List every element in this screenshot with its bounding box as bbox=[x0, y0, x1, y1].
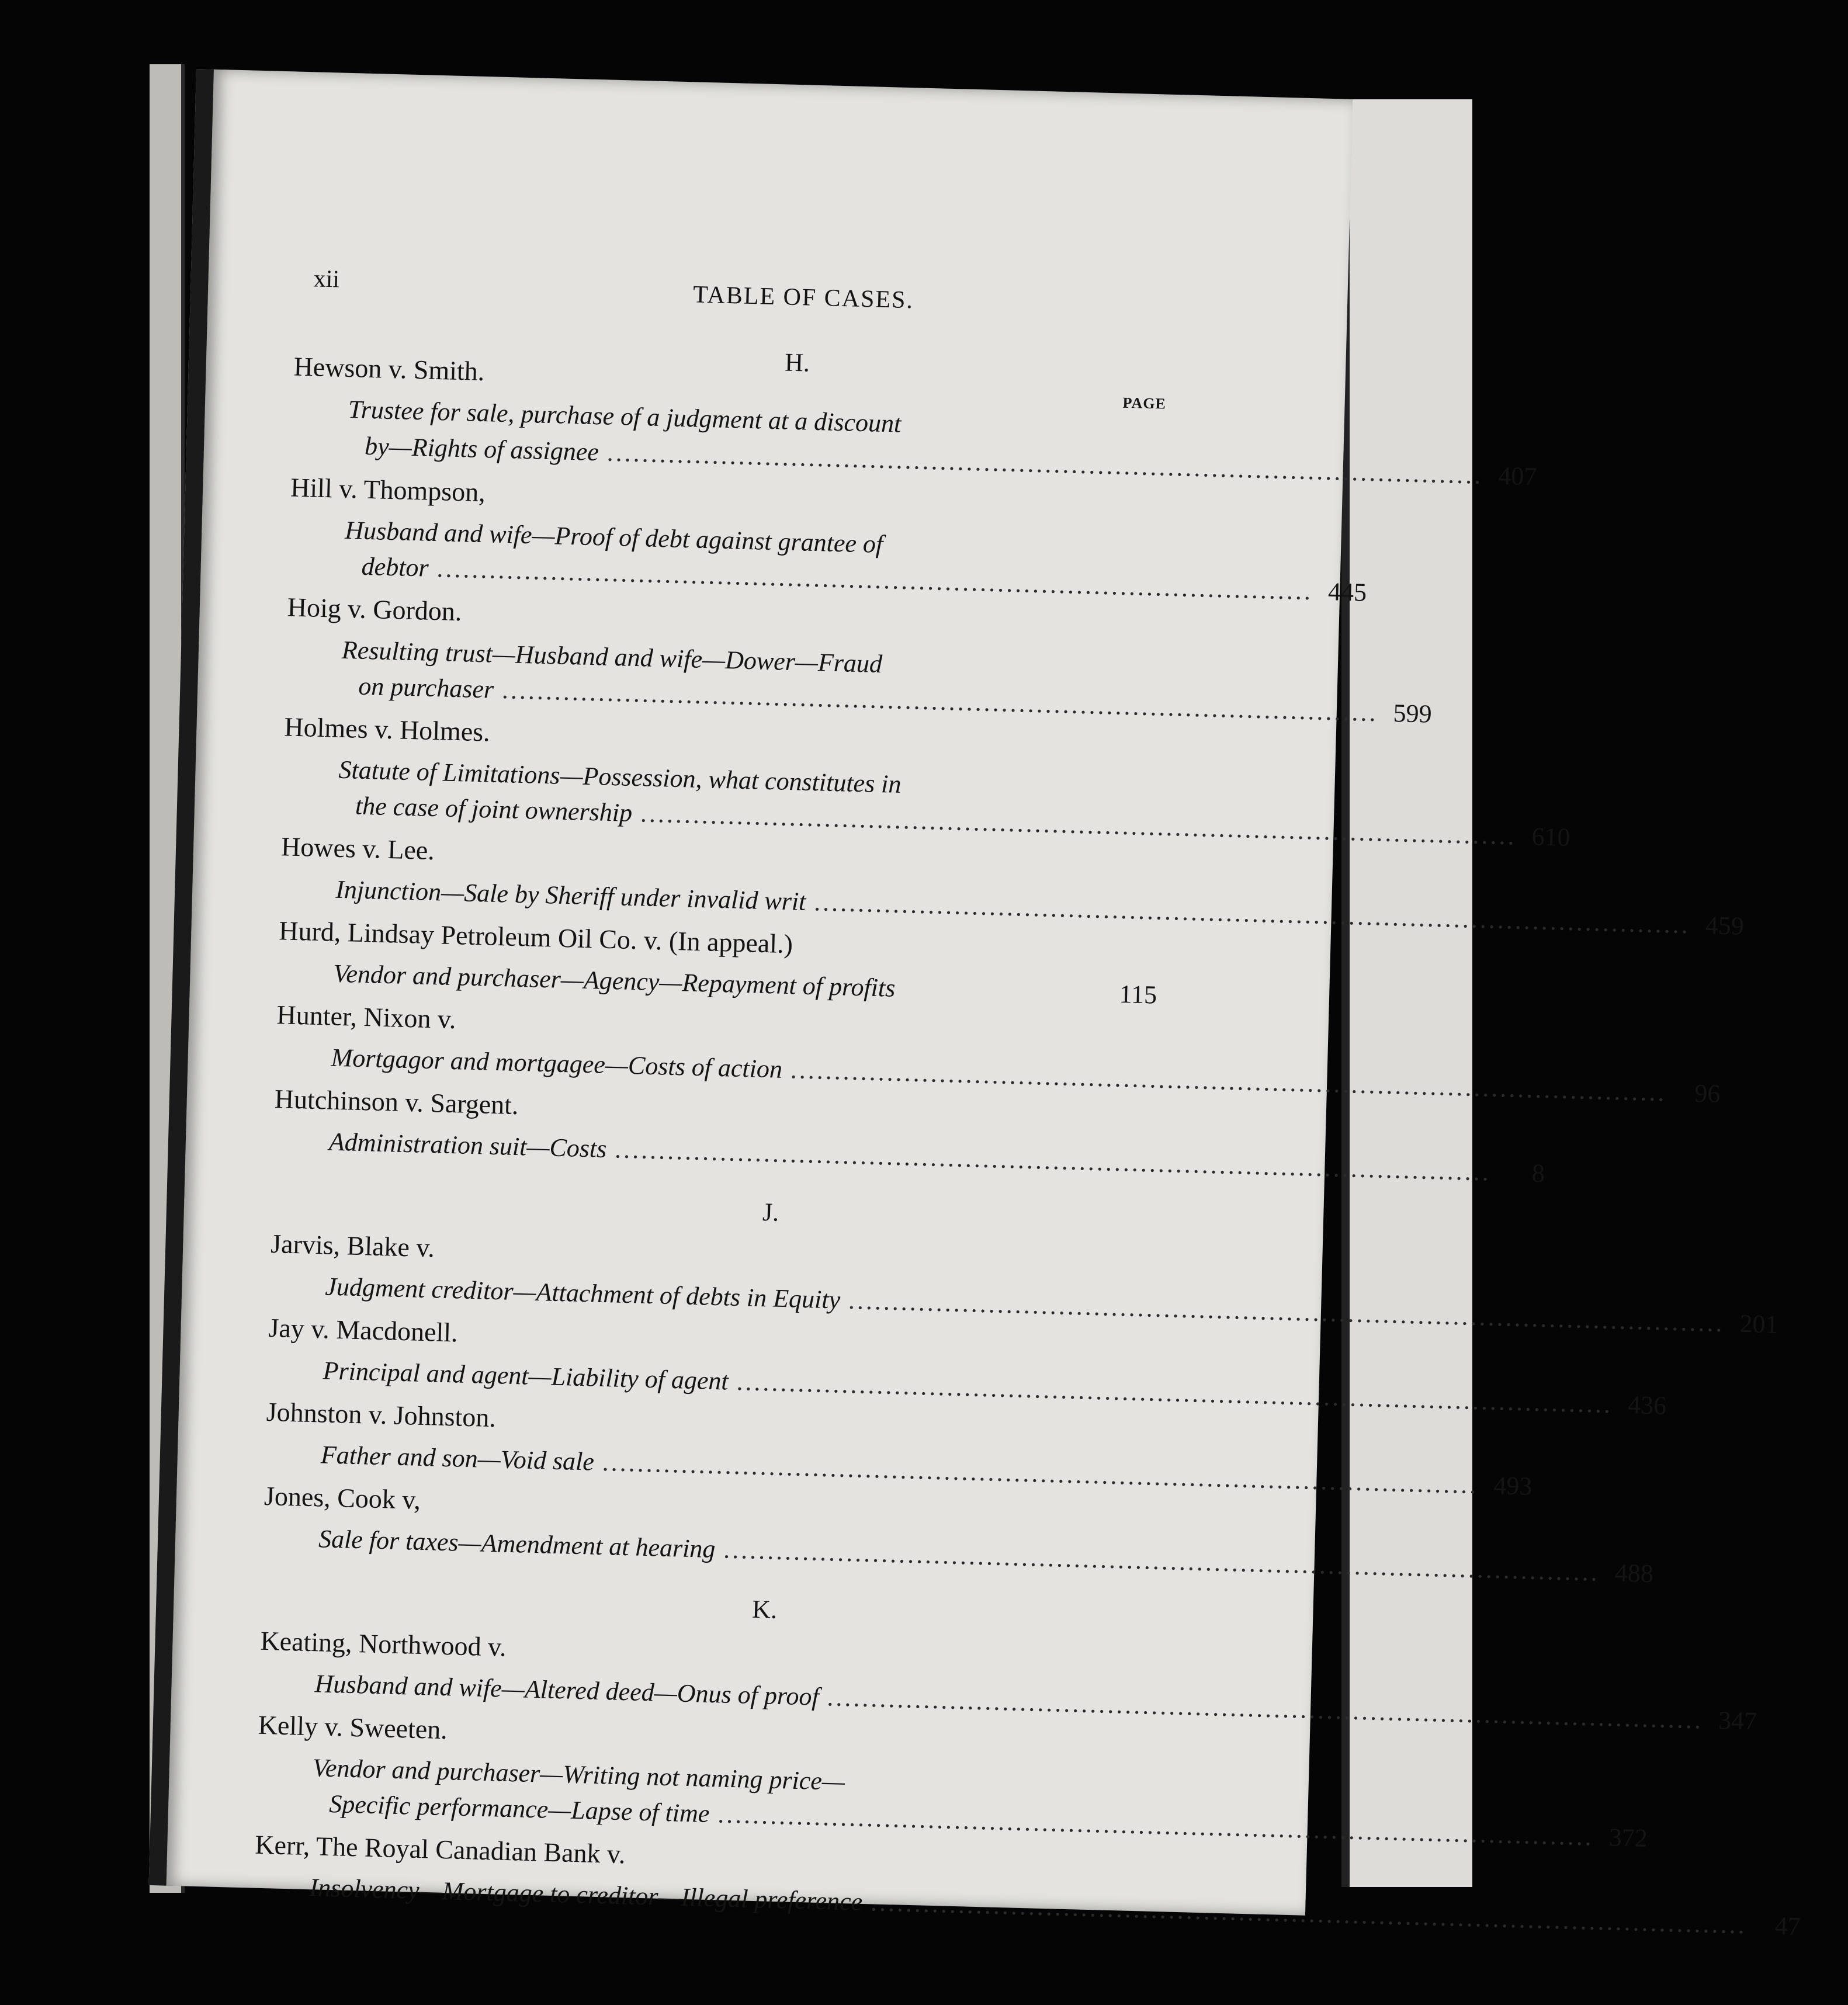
case-page-number: 347 bbox=[1718, 1706, 1757, 1736]
dot-leader: .................................................................................................... bbox=[790, 1055, 1667, 1107]
case-title: Hoig v. Gordon. bbox=[287, 592, 463, 627]
case-summary-row bbox=[361, 551, 1367, 607]
case-summary-line: Vendor and purchaser—Agency—Repayment of profits bbox=[332, 959, 896, 1002]
case-page-number: 493 bbox=[1493, 1470, 1533, 1501]
case-summary-row bbox=[328, 1789, 1648, 1853]
case-summary-line: Resulting trust—Husband and wife—Dower—Fraud bbox=[341, 635, 883, 679]
case-title: Jarvis, Blake v. bbox=[270, 1229, 435, 1263]
case-summary-line: on purchaser bbox=[358, 671, 494, 704]
case-page-number: 115 bbox=[1119, 979, 1157, 1010]
dot-leader: .................................................................................................... bbox=[813, 887, 1691, 939]
case-summary-line: Specific performance—Lapse of time bbox=[328, 1789, 710, 1829]
section-letter-k: K. bbox=[751, 1594, 778, 1624]
case-title: Holmes v. Holmes. bbox=[283, 712, 491, 747]
case-page-number: 407 bbox=[1497, 461, 1538, 491]
case-summary-row bbox=[320, 1439, 1533, 1501]
case-title: Jones, Cook v, bbox=[263, 1480, 421, 1515]
case-summary-row bbox=[331, 1043, 1721, 1108]
case-title: Keating, Northwood v. bbox=[259, 1625, 507, 1662]
case-summary-row bbox=[355, 791, 1571, 852]
case-summary-row bbox=[318, 1524, 1654, 1588]
case-summary-line: Mortgagor and mortgagee—Costs of action bbox=[331, 1043, 783, 1084]
case-summary-line: Father and son—Void sale bbox=[320, 1440, 595, 1476]
case-summary-line: Statute of Limitations—Possession, what constitutes in bbox=[338, 755, 902, 799]
case-page-number: 201 bbox=[1739, 1309, 1779, 1339]
book-page bbox=[149, 69, 1801, 1941]
dot-leader: .................................................................................................... bbox=[827, 1683, 1704, 1735]
dot-leader: .................................................................................................... bbox=[736, 1366, 1613, 1419]
case-summary-line: debtor bbox=[361, 551, 429, 582]
case-title: Kelly v. Sweeten. bbox=[258, 1709, 448, 1745]
dot-leader: .................................................................................................... bbox=[501, 675, 1379, 727]
case-summary-line: Judgment creditor—Attachment of debts in Equity bbox=[324, 1272, 841, 1314]
case-title: Hutchinson v. Sargent. bbox=[274, 1084, 519, 1121]
case-summary-row bbox=[328, 1127, 1545, 1188]
case-title: Johnston v. Johnston. bbox=[266, 1396, 497, 1433]
case-page-number: 436 bbox=[1627, 1390, 1667, 1420]
case-summary-line: Vendor and purchaser—Writing not naming price— bbox=[312, 1753, 845, 1796]
dot-leader: .................................................................................................... bbox=[717, 1799, 1594, 1851]
page-folio: xii bbox=[313, 265, 340, 293]
case-page-number: 599 bbox=[1392, 699, 1433, 729]
case-summary-row bbox=[323, 1355, 1667, 1420]
case-summary-row bbox=[333, 959, 1157, 1010]
facing-page-edge bbox=[1341, 99, 1472, 1887]
case-title: Jay v. Macdonell. bbox=[268, 1312, 459, 1348]
dot-leader: .................................................................................................... bbox=[848, 1285, 1725, 1338]
dot-leader: .................................................................................................... bbox=[723, 1535, 1600, 1587]
case-summary-line: Principal and agent—Liability of agent bbox=[323, 1356, 729, 1396]
case-title: Hewson v. Smith. bbox=[293, 351, 485, 387]
case-summary-row bbox=[308, 1872, 1801, 1941]
dot-leader bbox=[903, 997, 1103, 1002]
case-page-number: 488 bbox=[1614, 1558, 1654, 1588]
case-summary-line: by—Rights of assignee bbox=[364, 431, 599, 467]
dot-leader: .................................................................................................... bbox=[614, 1135, 1492, 1187]
case-page-number: 8 bbox=[1531, 1158, 1545, 1188]
case-page-number: 459 bbox=[1705, 911, 1745, 941]
case-summary-line: Sale for taxes—Amendment at hearing bbox=[318, 1524, 716, 1564]
page-title: TABLE OF CASES. bbox=[692, 281, 914, 314]
case-summary-row bbox=[364, 431, 1538, 491]
case-summary-line: Administration suit—Costs bbox=[328, 1127, 608, 1164]
case-page-number: 47 bbox=[1774, 1911, 1801, 1941]
dot-leader: .................................................................................................... bbox=[640, 799, 1517, 851]
section-letter-h: H. bbox=[784, 348, 810, 377]
case-summary-row bbox=[358, 671, 1433, 729]
case-title: Howes v. Lee. bbox=[280, 831, 435, 866]
case-title: Hurd, Lindsay Petroleum Oil Co. v. (In appeal.) bbox=[278, 915, 793, 959]
dot-leader: .................................................................................................... bbox=[436, 554, 1313, 606]
case-summary-line: Injunction—Sale by Sheriff under invalid writ bbox=[335, 875, 807, 916]
case-summary-line: the case of joint ownership bbox=[355, 791, 633, 827]
case-page-number: 96 bbox=[1694, 1078, 1721, 1108]
case-title: Hunter, Nixon v. bbox=[276, 1000, 457, 1035]
case-summary-line: Trustee for sale, purchase of a judgment at a discount bbox=[348, 395, 902, 438]
dot-leader: .................................................................................................... bbox=[602, 1448, 1479, 1500]
case-summary-line: Husband and wife—Altered deed—Onus of proof bbox=[314, 1669, 820, 1711]
case-page-number: 610 bbox=[1531, 822, 1571, 852]
page-column-header: PAGE bbox=[1122, 394, 1167, 412]
case-page-number: 445 bbox=[1327, 577, 1367, 607]
section-letter-j: J. bbox=[762, 1198, 779, 1227]
case-title: Hill v. Thompson, bbox=[290, 472, 486, 508]
dot-leader: .................................................................................................... bbox=[870, 1888, 1748, 1940]
table-of-cases bbox=[167, 70, 1801, 1941]
case-summary-line: Husband and wife—Proof of debt against grantee of bbox=[344, 515, 883, 559]
dot-leader: .................................................................................................... bbox=[606, 438, 1484, 490]
case-summary-line: Insolvency—Mortgage to creditor—Illegal preference bbox=[308, 1873, 863, 1916]
case-title: Kerr, The Royal Canadian Bank v. bbox=[254, 1829, 626, 1869]
case-page-number: 372 bbox=[1608, 1823, 1648, 1853]
